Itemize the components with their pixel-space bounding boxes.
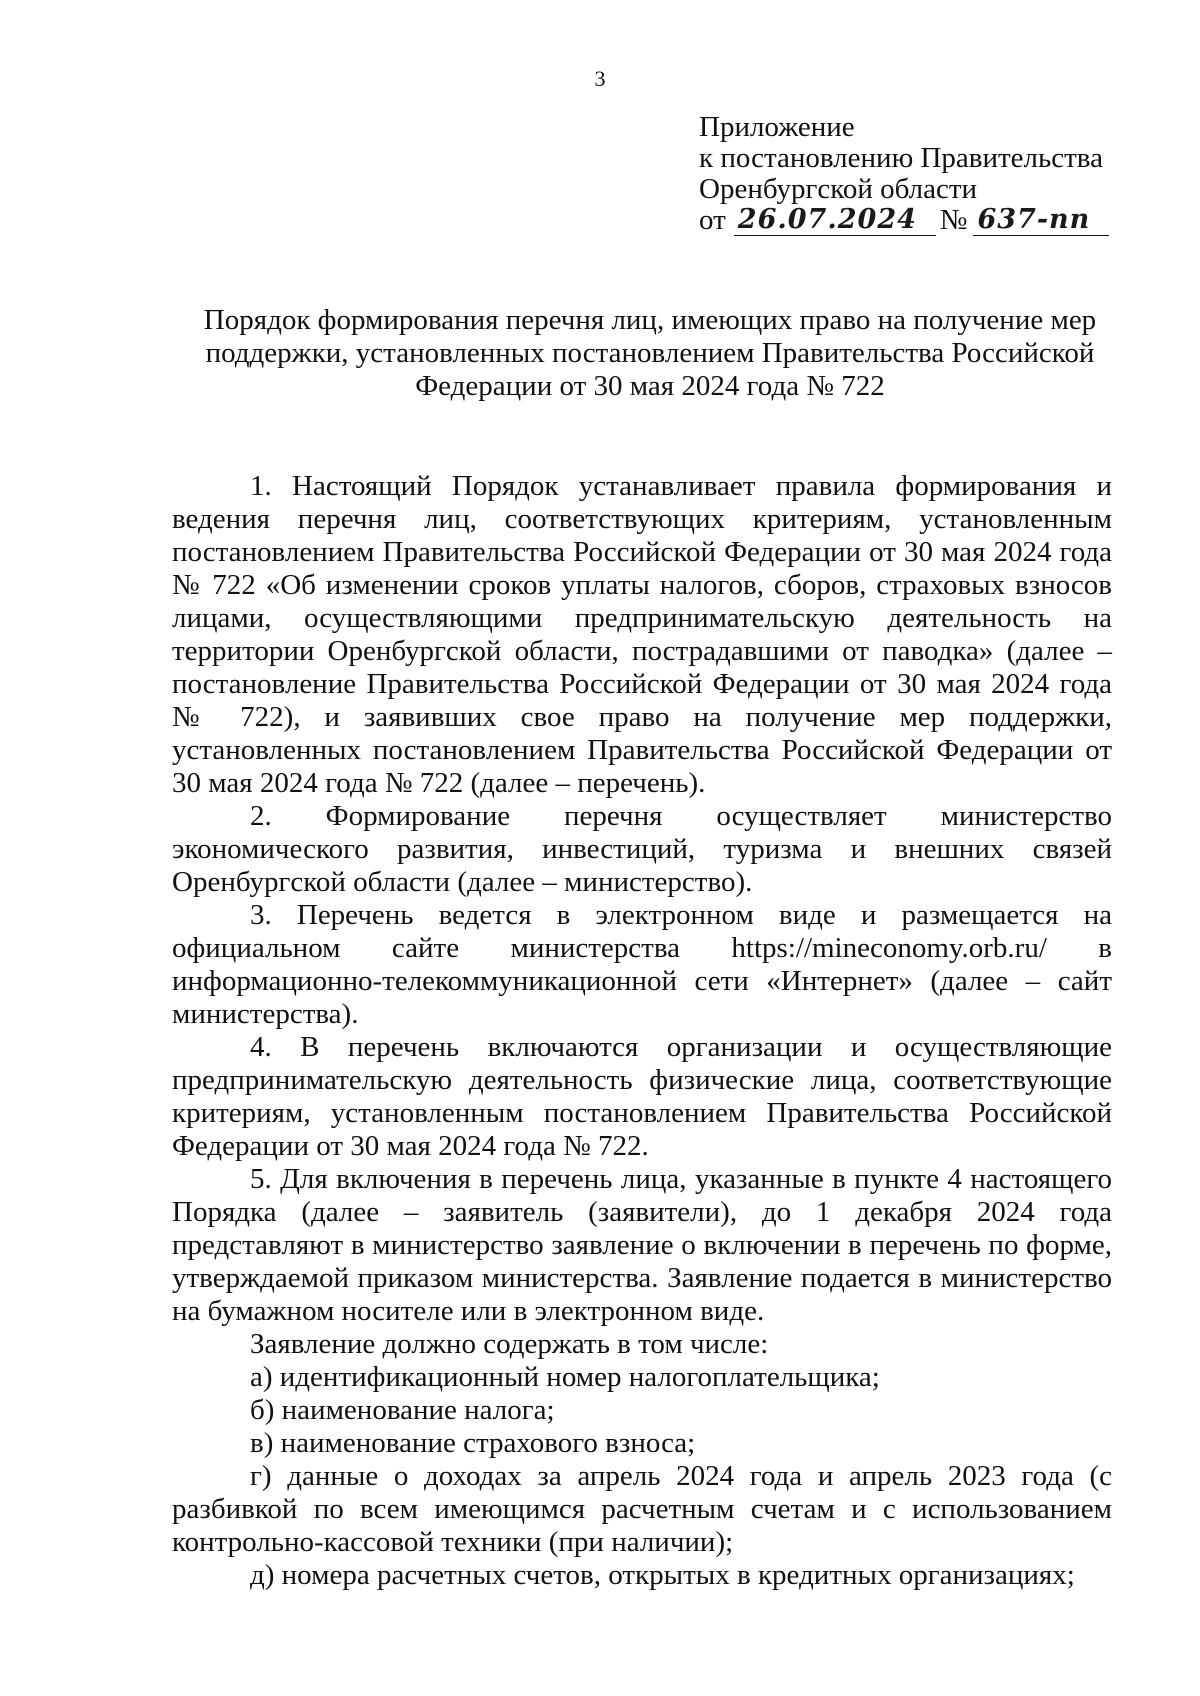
- document-title: [200, 304, 1100, 403]
- handwritten-number: 637-пп: [973, 205, 1109, 236]
- document-body: [172, 470, 1112, 1592]
- handwritten-date: 26.07.2024: [734, 205, 936, 236]
- annex-header: [699, 112, 1169, 236]
- list-item-v: в) наименование страхового взноса;: [250, 1427, 696, 1459]
- paragraph-1: 1. Настоящий Порядок устанавливает правила формирования и ведения перечня лиц, соответствующих критериям, установленным постановлением Правительства Российской Федерации от 30 мая 2024 года № 722 «Об изменении сроков уплаты налогов, сборов, страховых взносов лицами, осуществляющими предпринимательскую деятельность на территории Оренбургской области, пострадавшими от паводка» (далее – постановление Правительства Российской Федерации от 30 мая 2024 года № 722), и заявивших свое право на получение мер поддержки, установленных постановлением Правительства Российской Федерации от 30 мая 2024 года № 722 (далее – перечень).: [172, 470, 1112, 799]
- title-line: Федерации от 30 мая 2024 года № 722: [415, 370, 885, 402]
- paragraph-4: 4. В перечень включаются организации и осуществляющие предпринимательскую деятельность физические лица, соответствующие критериям, установленным постановлением Правительства Российской Федерации от 30 мая 2024 года № 722.: [172, 1031, 1112, 1162]
- list-item-b: б) наименование налога;: [250, 1394, 555, 1426]
- number-prefix: №: [939, 204, 968, 236]
- list-item-a: а) идентификационный номер налогоплательщика;: [250, 1361, 880, 1393]
- paragraph-2: 2. Формирование перечня осуществляет министерство экономического развития, инвестиций, туризма и внешних связей Оренбургской области (далее – министерство).: [172, 800, 1112, 898]
- application-contents-intro: Заявление должно содержать в том числе:: [250, 1328, 769, 1360]
- list-item-d: д) номера расчетных счетов, открытых в кредитных организациях;: [250, 1559, 1075, 1591]
- page-number: 3: [594, 66, 606, 91]
- annex-reference: к постановлению Правительства: [699, 142, 1103, 174]
- annex-title: Приложение: [699, 111, 855, 143]
- annex-date-number-line: [699, 205, 1169, 236]
- paragraph-3: 3. Перечень ведется в электронном виде и размещается на официальном сайте министерства https://mineconomy.orb.ru/ в информационно-телекоммуникационной сети «Интернет» (далее – сайт министерства).: [172, 899, 1112, 1030]
- paragraph-5: 5. Для включения в перечень лица, указанные в пункте 4 настоящего Порядка (далее – заявитель (заявители), до 1 декабря 2024 года представляют в министерство заявление о включении в перечень по форме, утверждаемой приказом министерства. Заявление подается в министерство на бумажном носителе или в электронном виде.: [172, 1163, 1112, 1327]
- annex-region: Оренбургской области: [699, 173, 978, 205]
- date-prefix: от: [699, 204, 726, 236]
- title-line: Порядок формирования перечня лиц, имеющих право на получение мер: [203, 304, 1097, 336]
- title-line: поддержки, установленных постановлением Правительства Российской: [205, 337, 1095, 369]
- list-item-g: г) данные о доходах за апрель 2024 года и апрель 2023 года (с разбивкой по всем имеющимся расчетным счетам и с использованием контрольно-кассовой техники (при наличии);: [172, 1460, 1112, 1558]
